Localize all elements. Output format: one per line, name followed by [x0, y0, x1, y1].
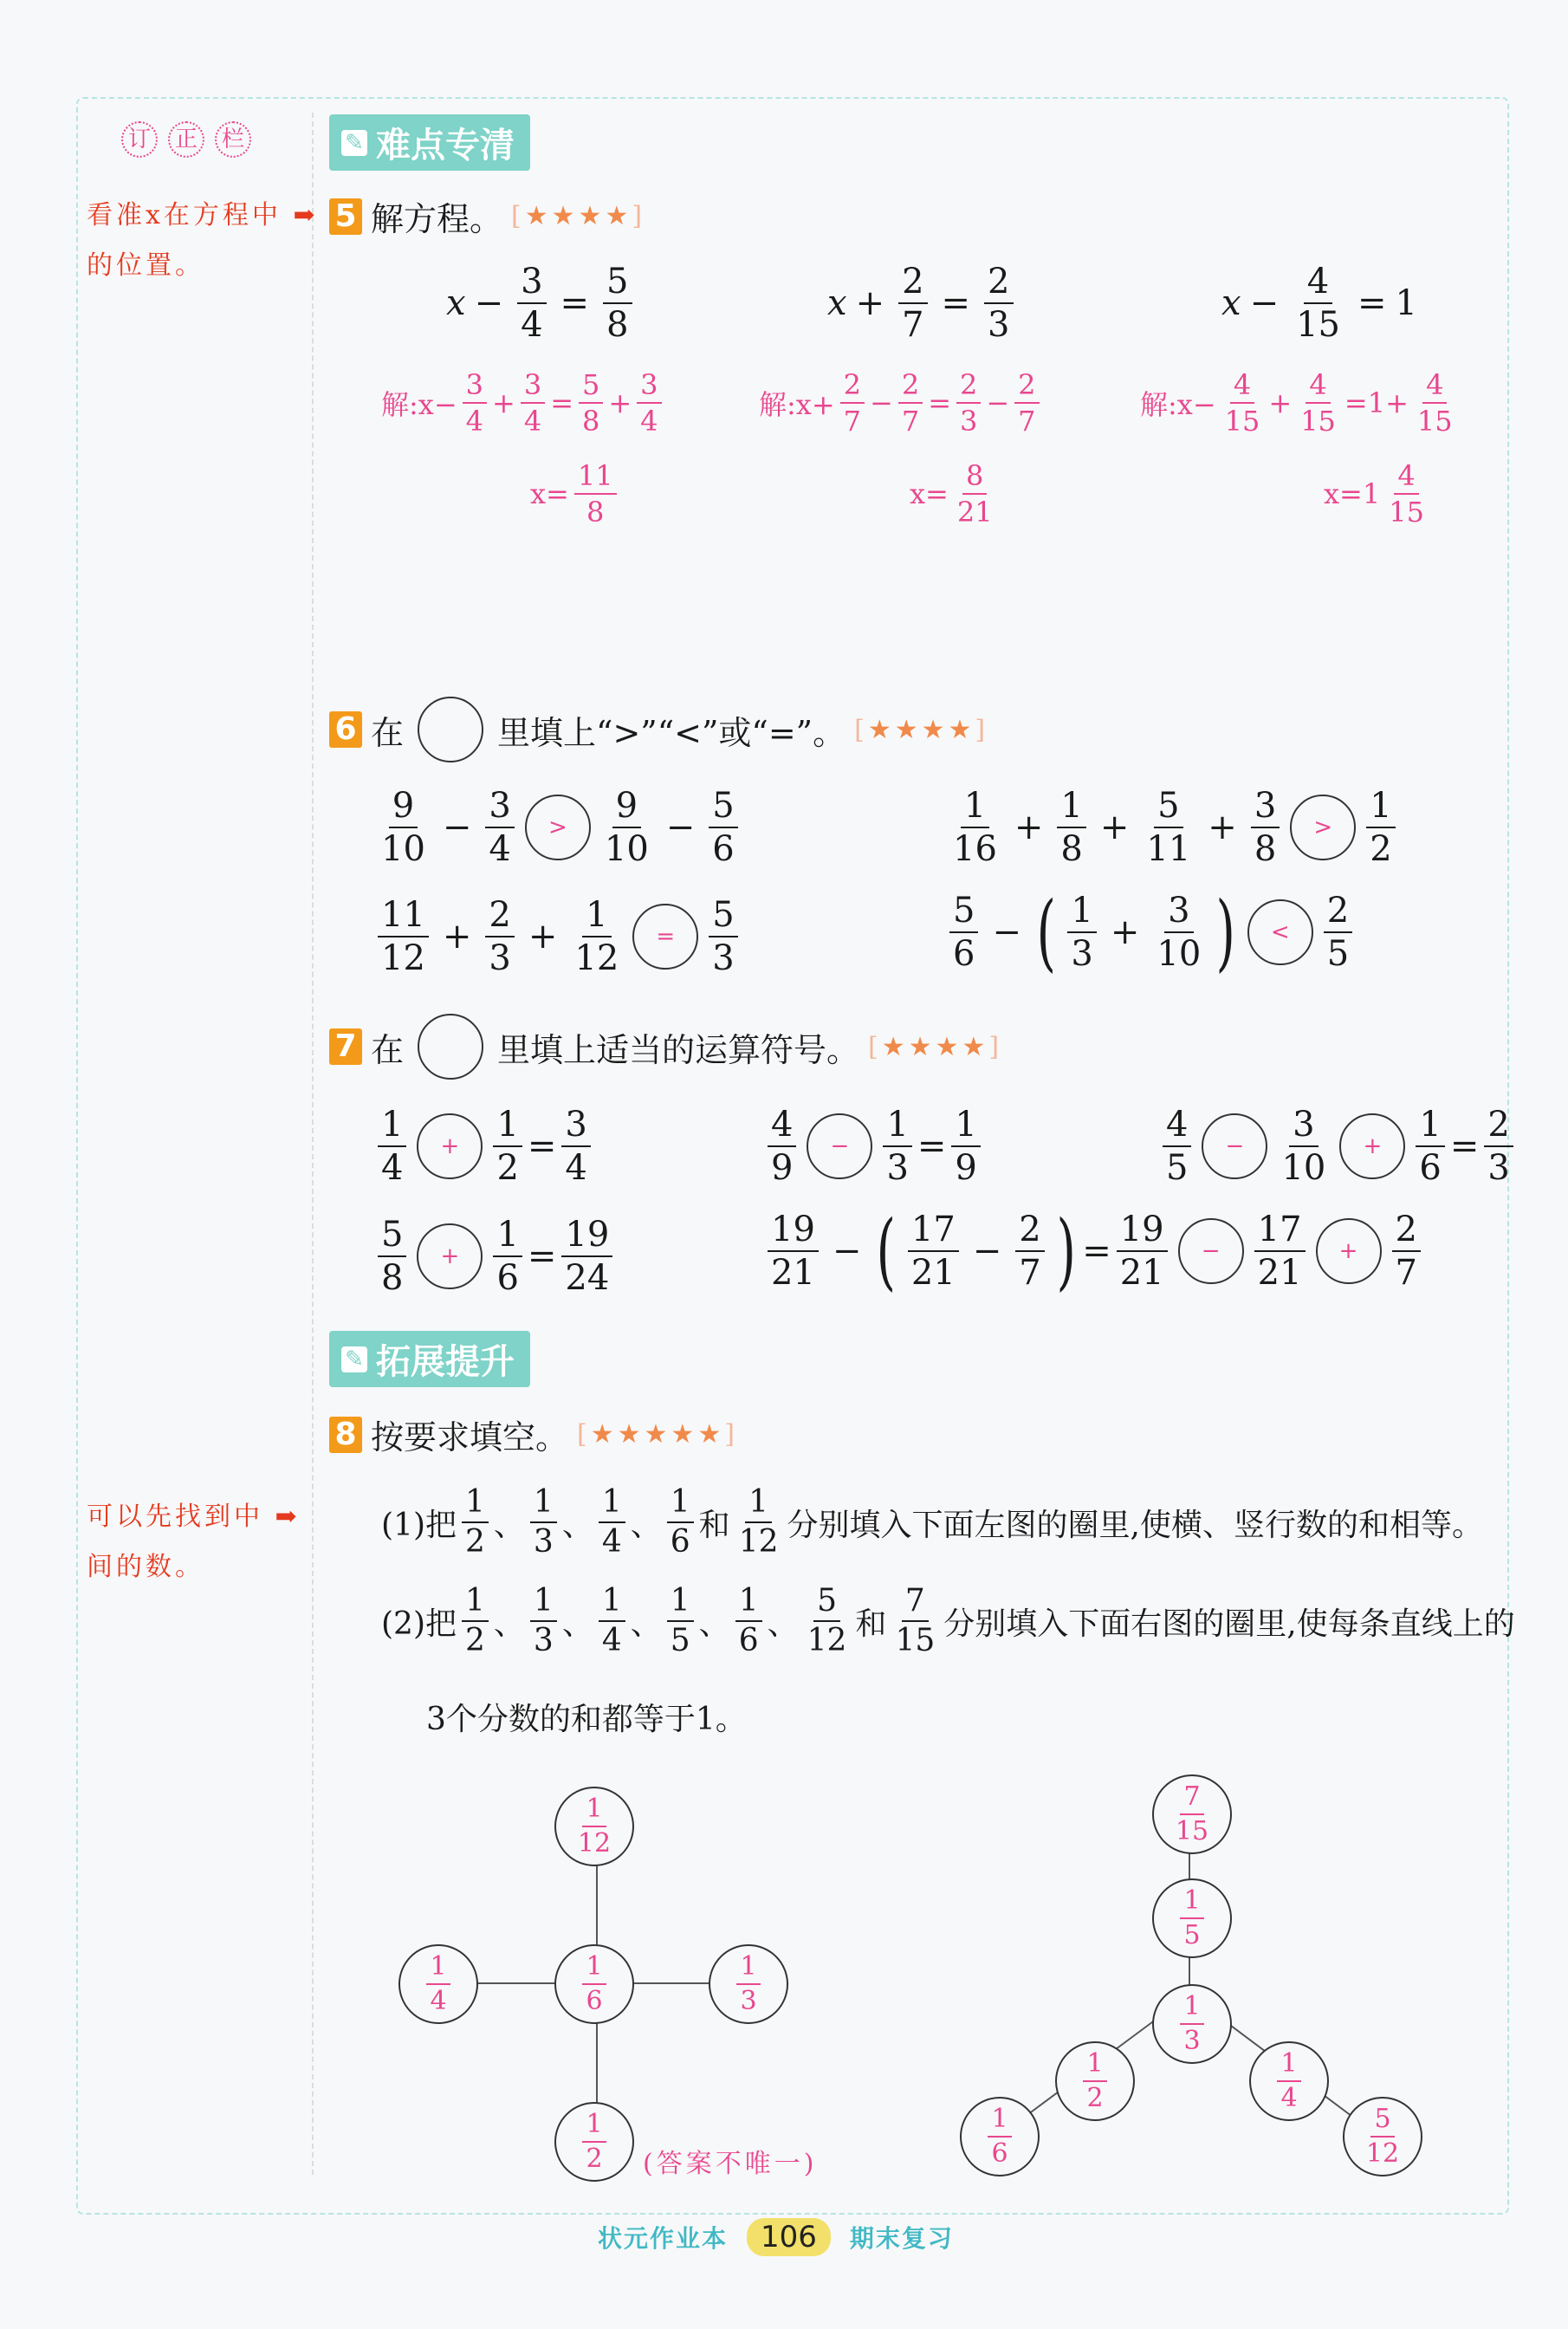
note-line: 的位置。 [87, 250, 204, 281]
q8-part-2: (2)把 $\frac{1}{2}$ 、 $\frac{1}{3}$ 、 $\frac{1}{4}$ 、 $\frac{1}{5}$ 、 $\frac{1}{6}$ 、 $\frac{5}{12}$ 和 $\frac{7}{15}$ 分别填入下面右图的圈里,使每条直线上的 [381, 1583, 1515, 1658]
operation-2: $\frac{4}{9}$ − $\frac{1}{3}$ = $\frac{1}{9}$ [762, 1107, 986, 1185]
fraction-node: $\frac{1}{3}$ [1152, 1984, 1232, 2064]
difficulty-stars: [★★★★★] [577, 1419, 738, 1450]
section-tag-difficult [329, 114, 530, 171]
margin-header-char: 订 [121, 121, 158, 158]
sidebar-divider [312, 113, 314, 2175]
answer-circle[interactable]: < [1247, 899, 1313, 965]
question-5-title [329, 192, 645, 240]
compare-2: $\frac{1}{16}$ + $\frac{1}{8}$ + $\frac{5}{11}$ + $\frac{3}{8}$ > $\frac{1}{2}$ [944, 788, 1401, 866]
title-text: 里填上适当的运算符号。 [497, 1030, 860, 1069]
note-line: 可以先找到中 [87, 1502, 263, 1532]
answer-circle[interactable]: + [417, 1223, 483, 1289]
compare-1: $\frac{9}{10}$ − $\frac{3}{4}$ > $\frac{9}{10}$ − $\frac{5}{6}$ [373, 788, 743, 866]
equation-3: x − $\frac{4}{15}$ = 1 [1221, 262, 1417, 345]
question-title: 解方程。 [371, 200, 503, 238]
fraction-node: $\frac{1}{5}$ [1152, 1878, 1232, 1958]
fraction-node: $\frac{1}{4}$ [398, 1944, 478, 2024]
pencil-icon: ✎ [341, 130, 367, 156]
section-tag-extend [329, 1331, 530, 1387]
fraction-node: $\frac{5}{12}$ [1343, 2097, 1422, 2177]
question-8-title [329, 1411, 738, 1458]
operation-5: $\frac{19}{21}$ − ( $\frac{17}{21}$ − $\frac{2}{7}$ ) = $\frac{19}{21}$ − $\frac{17}{21}$ + $\frac{2}{7}$ [762, 1210, 1426, 1293]
answer-note: (答案不唯一) [643, 2149, 818, 2179]
answer-circle[interactable]: − [807, 1113, 872, 1179]
section-tag-bar [329, 114, 530, 171]
answer-circle[interactable]: + [1316, 1218, 1382, 1284]
answer-circle[interactable]: + [417, 1113, 483, 1179]
question-number: 7 [329, 1028, 362, 1065]
footer [598, 2218, 954, 2256]
fraction-node: $\frac{1}{6}$ [554, 1944, 634, 2024]
q8-part-2-cont: 3个分数的和都等于1。 [426, 1702, 747, 1737]
answer-circle[interactable]: > [1290, 795, 1356, 860]
fraction-node: $\frac{7}{15}$ [1152, 1774, 1232, 1854]
difficulty-stars: [★★★★] [511, 201, 646, 231]
solution-2: 解:x+ $\frac{2}{7}$ − $\frac{2}{7}$ = $\frac{2}{3}$ − $\frac{2}{7}$ [759, 371, 1045, 435]
footer-book-title: 状元作业本 [598, 2224, 729, 2253]
solution-2-result: x= $\frac{8}{21}$ [910, 459, 993, 529]
note-line: 看准x在方程中 [87, 200, 282, 230]
section-tag-bar [329, 1331, 530, 1387]
compare-3: $\frac{11}{12}$ + $\frac{2}{3}$ + $\frac{1}{12}$ = $\frac{5}{3}$ [373, 898, 743, 976]
answer-circle[interactable]: − [1202, 1113, 1267, 1179]
q8-part-1: (1)把 $\frac{1}{2}$ 、 $\frac{1}{3}$ 、 $\frac{1}{4}$ 、 $\frac{1}{6}$ 和 $\frac{1}{12}$ 分别填入下面左图的圈里,使横、竖行数的和相等。 [381, 1484, 1483, 1560]
arrow-right-icon: ➡ [263, 1502, 301, 1532]
answer-circle[interactable]: > [525, 795, 591, 860]
section-title: 拓展提升 [376, 1342, 515, 1382]
title-text: 在 [371, 1030, 405, 1069]
fraction-node: $\frac{1}{6}$ [960, 2097, 1040, 2177]
solution-3-result: x=1 $\frac{4}{15}$ [1324, 459, 1424, 529]
solution-1: 解:x− $\frac{3}{4}$ + $\frac{3}{4}$ = $\frac{5}{8}$ + $\frac{3}{4}$ [381, 371, 667, 435]
question-number: 6 [329, 711, 362, 748]
correction-column-header [121, 121, 251, 158]
compare-4: $\frac{5}{6}$ − ( $\frac{1}{3}$ + $\frac{3}{10}$ ) < $\frac{2}{5}$ [944, 891, 1357, 974]
question-number: 5 [329, 198, 362, 235]
margin-header-char: 正 [168, 121, 204, 158]
operation-1: $\frac{1}{4}$ + $\frac{1}{2}$ = $\frac{3}{4}$ [373, 1107, 596, 1185]
note-line: 间的数。 [87, 1552, 204, 1582]
margin-note-middle [87, 1492, 321, 1593]
title-text: 在 [371, 713, 405, 752]
footer-section: 期末复习 [849, 2224, 954, 2253]
solution-3: 解:x− $\frac{4}{15}$ + $\frac{4}{15}$ =1+ $\frac{4}{15}$ [1140, 368, 1453, 438]
margin-header-char: 栏 [215, 121, 251, 158]
question-6-title [329, 697, 988, 762]
title-text: 里填上“>”“<”或“=”。 [497, 713, 846, 752]
fraction-node: $\frac{1}{2}$ [554, 2102, 634, 2182]
difficulty-stars: [★★★★] [854, 714, 989, 745]
answer-circle[interactable]: + [1339, 1113, 1405, 1179]
blank-circle-icon [418, 1014, 483, 1080]
solution-1-result: x= $\frac{11}{8}$ [530, 462, 622, 526]
fraction-node: $\frac{1}{4}$ [1249, 2041, 1329, 2121]
blank-circle-icon [418, 697, 483, 762]
pencil-icon: ✎ [341, 1346, 367, 1372]
operation-3: $\frac{4}{5}$ − $\frac{3}{10}$ + $\frac{1}{6}$ = $\frac{2}{3}$ [1157, 1107, 1519, 1185]
arrow-right-icon: ➡ [281, 200, 319, 230]
section-title: 难点专清 [376, 126, 515, 165]
fraction-node: $\frac{1}{3}$ [709, 1944, 788, 2024]
fraction-node: $\frac{1}{2}$ [1055, 2041, 1135, 2121]
margin-note-position [87, 191, 321, 291]
answer-circle[interactable]: − [1178, 1218, 1244, 1284]
equation-1: x − $\frac{3}{4}$ = $\frac{5}{8}$ [446, 264, 638, 342]
operation-4: $\frac{5}{8}$ + $\frac{1}{6}$ = $\frac{19}{24}$ [373, 1217, 618, 1295]
answer-circle[interactable]: = [632, 904, 698, 970]
question-7-title [329, 1014, 1002, 1080]
question-number: 8 [329, 1417, 362, 1453]
page-number: 106 [747, 2218, 831, 2256]
question-title: 按要求填空。 [371, 1418, 569, 1456]
equation-2: x + $\frac{2}{7}$ = $\frac{2}{3}$ [827, 264, 1019, 342]
fraction-node: $\frac{1}{12}$ [554, 1787, 634, 1866]
difficulty-stars: [★★★★] [868, 1031, 1003, 1062]
